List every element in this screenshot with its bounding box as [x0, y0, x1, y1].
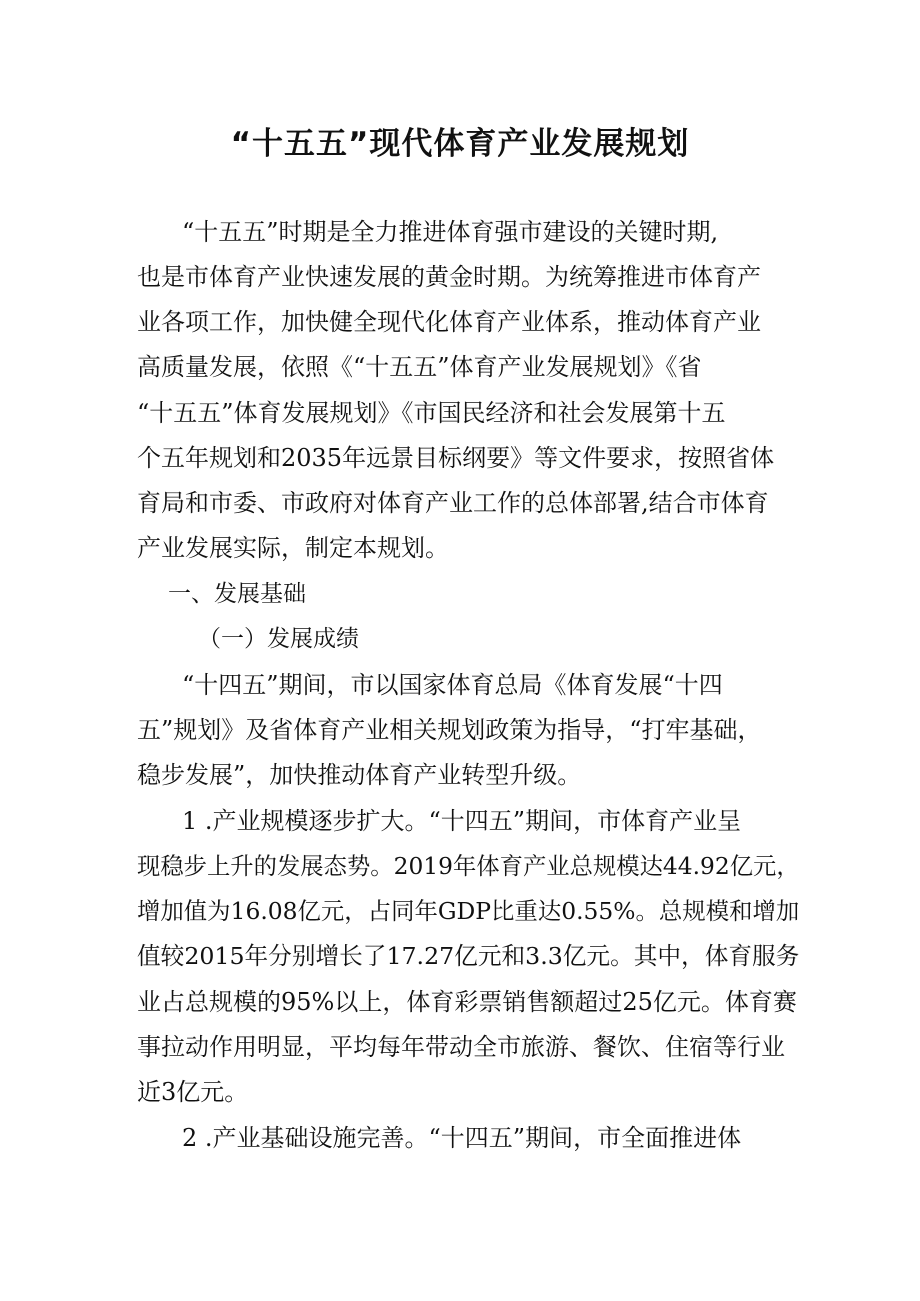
intro-line-6: 个五年规划和2035年远景目标纲要》等文件要求，按照省体	[137, 444, 775, 472]
subsection-heading: （一）发展成绩	[198, 626, 359, 652]
para2-line-7: 近3亿元。	[137, 1078, 249, 1106]
para3-line-1: 2 .产业基础设施完善。“十四五”期间，市全面推进体	[182, 1124, 742, 1152]
para2-line-4: 值较2015年分别增长了17.27亿元和3.3亿元。其中，体育服务	[137, 942, 800, 970]
para2-line-6: 事拉动作用明显，平均每年带动全市旅游、餐饮、住宿等行业	[137, 1033, 785, 1061]
para1-line-3: 稳步发展”，加快推动体育产业转型升级。	[137, 761, 582, 789]
intro-line-2: 也是市体育产业快速发展的黄金时期。为统筹推进市体育产	[137, 263, 761, 291]
para1-line-2: 五”规划》及省体育产业相关规划政策为指导，“打牢基础，	[137, 716, 762, 744]
para2-line-1: 1 .产业规模逐步扩大。“十四五”期间，市体育产业呈	[182, 807, 742, 835]
para2-line-2: 现稳步上升的发展态势。2019年体育产业总规模达44.92亿元，	[137, 852, 800, 880]
intro-line-5: “十五五”体育发展规划》《市国民经济和社会发展第十五	[137, 399, 726, 427]
para2-line-5: 业占总规模的95%以上，体育彩票销售额超过25亿元。体育赛	[137, 988, 797, 1016]
intro-line-1: “十五五”时期是全力推进体育强市建设的关键时期,	[182, 218, 719, 246]
intro-line-7: 育局和市委、市政府对体育产业工作的总体部署,结合市体育	[137, 489, 769, 517]
intro-line-3: 业各项工作，加快健全现代化体育产业体系，推动体育产业	[137, 308, 761, 336]
para2-line-3: 增加值为16.08亿元，占同年GDP比重达0.55%。总规模和增加	[137, 897, 800, 925]
intro-line-8: 产业发展实际，制定本规划。	[137, 534, 449, 562]
section-heading: 一、发展基础	[168, 581, 306, 607]
para1-line-1: “十四五”期间，市以国家体育总局《体育发展“十四	[182, 671, 723, 699]
document-title: “十五五”现代体育产业发展规划	[230, 126, 690, 162]
intro-line-4: 高质量发展，依照《“十五五”体育产业发展规划》《省	[137, 353, 702, 381]
